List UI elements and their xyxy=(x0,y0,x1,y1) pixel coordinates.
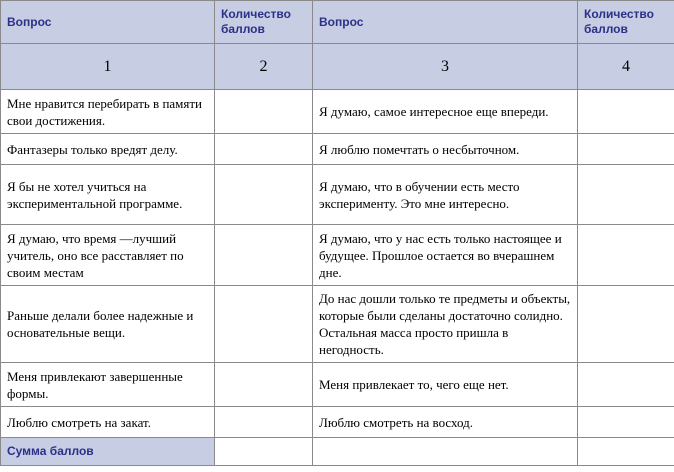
header-question-1: Вопрос xyxy=(1,1,215,44)
points-cell-right[interactable] xyxy=(578,363,674,407)
points-cell-right[interactable] xyxy=(578,407,674,438)
question-right: Я думаю, что в обучении есть место эксперименту. Это мне интересно. xyxy=(313,165,578,225)
table-row xyxy=(1,225,674,286)
question-right: Люблю смотреть на восход. xyxy=(313,407,578,438)
sum-label: Сумма баллов xyxy=(1,438,215,466)
points-cell-right[interactable] xyxy=(578,225,674,286)
table-row xyxy=(1,407,674,438)
points-cell-right[interactable] xyxy=(578,90,674,134)
column-number: 4 xyxy=(578,44,674,90)
column-number: 1 xyxy=(1,44,215,90)
table-row xyxy=(1,134,674,165)
header-points-2: Количество баллов xyxy=(578,1,674,44)
header-question-2: Вопрос xyxy=(313,1,578,44)
question-right: Я люблю помечтать о несбыточном. xyxy=(313,134,578,165)
question-right: До нас дошли только те предметы и объекты, которые были сделаны достаточно солидно. Остальная масса просто пришла в негодность. xyxy=(313,286,578,363)
points-cell-left[interactable] xyxy=(215,363,313,407)
question-left: Люблю смотреть на закат. xyxy=(1,407,215,438)
column-number-row xyxy=(1,44,674,90)
question-right: Меня привлекает то, чего еще нет. xyxy=(313,363,578,407)
question-left: Я бы не хотел учиться на экспериментальной программе. xyxy=(1,165,215,225)
points-cell-right[interactable] xyxy=(578,134,674,165)
column-number: 3 xyxy=(313,44,578,90)
question-left: Раньше делали более надежные и основательные вещи. xyxy=(1,286,215,363)
table-row xyxy=(1,90,674,134)
points-cell-left[interactable] xyxy=(215,225,313,286)
table-row xyxy=(1,363,674,407)
points-cell-left[interactable] xyxy=(215,286,313,363)
sum-cell-right[interactable] xyxy=(578,438,674,466)
question-right: Я думаю, самое интересное еще впереди. xyxy=(313,90,578,134)
sum-row xyxy=(1,438,674,466)
table-row xyxy=(1,286,674,363)
points-cell-left[interactable] xyxy=(215,134,313,165)
points-cell-left[interactable] xyxy=(215,165,313,225)
question-left: Фантазеры только вредят делу. xyxy=(1,134,215,165)
question-left: Я думаю, что время —лучший учитель, оно все расставляет по своим местам xyxy=(1,225,215,286)
points-cell-left[interactable] xyxy=(215,90,313,134)
question-left: Меня привлекают завершенные формы. xyxy=(1,363,215,407)
column-number: 2 xyxy=(215,44,313,90)
question-right: Я думаю, что у нас есть только настоящее и будущее. Прошлое остается во вчерашнем дне. xyxy=(313,225,578,286)
table-row xyxy=(1,165,674,225)
sum-cell-left[interactable] xyxy=(215,438,313,466)
points-cell-right[interactable] xyxy=(578,286,674,363)
points-cell-right[interactable] xyxy=(578,165,674,225)
question-left: Мне нравится перебирать в памяти свои достижения. xyxy=(1,90,215,134)
sum-empty-cell xyxy=(313,438,578,466)
header-row xyxy=(1,1,674,44)
header-points-1: Количество баллов xyxy=(215,1,313,44)
points-cell-left[interactable] xyxy=(215,407,313,438)
